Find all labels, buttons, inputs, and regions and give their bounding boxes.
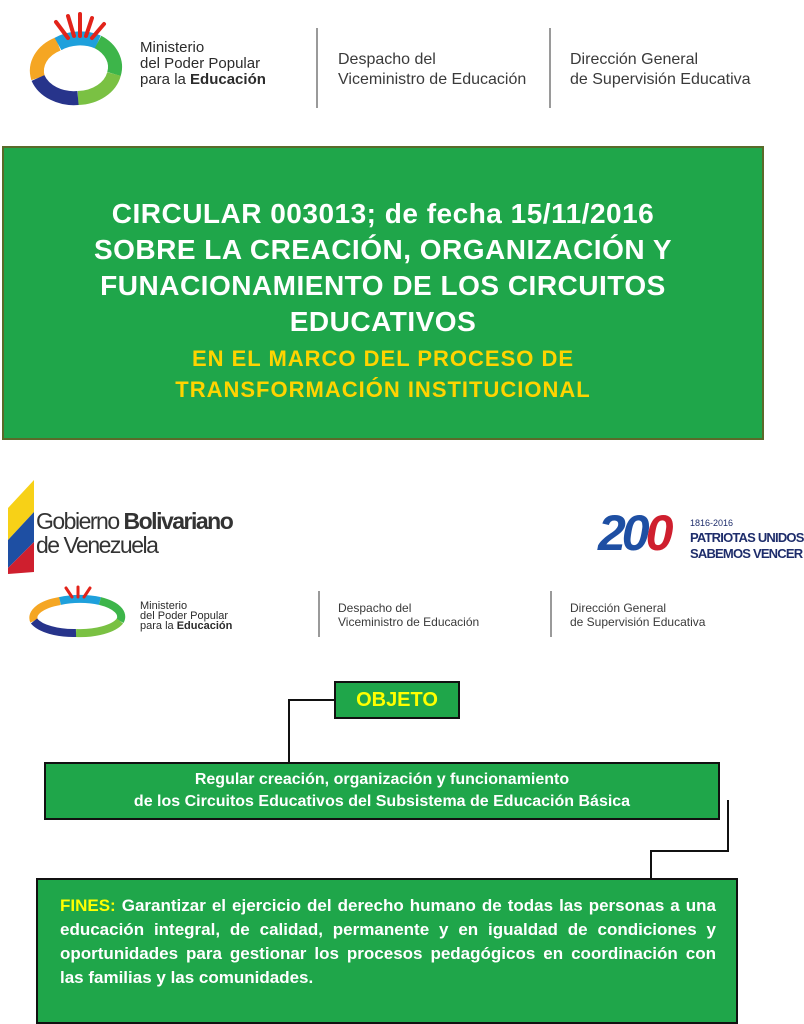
connector-line [650,850,652,878]
title-box [2,146,764,440]
objeto-line1: Regular creación, organización y funcionamiento [194,771,570,788]
patriotas-line2: SABEMOS VENCER [690,546,803,561]
office1 [338,50,526,90]
connector-line [727,800,729,852]
subtitle-line2: TRANSFORMACIÓN INSTITUCIONAL [175,377,591,402]
fines-box [36,878,738,1024]
patriotas-unidos-logo [596,490,804,574]
title-line1: CIRCULAR 003013; de fecha 15/11/2016 [111,198,655,229]
objeto-line2: de los Circuitos Educativos del Subsistema de Educación Básica [133,793,631,810]
office1-line2: Viceministro de Educación [338,71,527,88]
bicentenary-number [598,504,669,562]
number-20: 20 [598,505,646,561]
ministry-line3 [140,621,232,631]
ministry-line2: del Poder Popular [140,55,261,72]
office2 [570,601,705,629]
patriotas-line1: PATRIOTAS UNIDOS [690,530,804,545]
office2-line2: de Supervisión Educativa [570,615,706,629]
ministry-line3-bold: Educación [190,71,266,88]
venezuela-flag-icon [6,478,38,574]
ministry-line1: Ministerio [140,39,205,56]
office1-line1: Despacho del [338,51,436,68]
ministry-header [0,0,768,110]
ministry-line3-prefix: para la [140,71,191,88]
gobierno-bolivariano-logo [6,478,233,574]
ministry-line3-prefix: para la [140,620,177,632]
gobierno-line1 [36,508,232,535]
ministry-name [140,40,266,88]
subtitle-line1: EN EL MARCO DEL PROCESO DE [191,346,575,371]
ministry-header-secondary [0,585,768,643]
number-0: 0 [645,505,670,561]
office1-line1: Despacho del [338,601,412,615]
ministry-name [140,601,232,631]
circular-title [4,196,762,340]
objeto-description-box [44,762,720,820]
bolivariano-word: Bolivariano [123,508,233,534]
ministry-line1: Ministerio [140,600,188,612]
office2-line1: Dirección General [570,51,699,68]
ministry-logo-icon [18,14,134,110]
connector-line [650,850,729,852]
office2 [570,50,751,90]
fines-label: FINES: [60,896,116,915]
title-line2: SOBRE LA CREACIÓN, ORGANIZACIÓN Y [93,234,673,265]
header-divider [549,28,551,108]
ministry-line3-bold: Educación [176,620,233,632]
office1 [338,601,479,629]
circular-subtitle [4,343,762,405]
office2-line1: Dirección General [570,601,667,615]
office2-line2: de Supervisión Educativa [570,71,751,88]
objeto-box: OBJETO [334,681,460,719]
ministry-line2: del Poder Popular [140,610,229,622]
ministry-line3 [140,72,266,88]
gobierno-line2: de Venezuela [36,532,158,558]
title-line4: EDUCATIVOS [289,306,477,337]
office1-line2: Viceministro de Educación [338,615,480,629]
connector-line [288,699,290,762]
header-divider [316,28,318,108]
title-line3: FUNACIONAMIENTO DE LOS CIRCUITOS [100,270,666,301]
header-divider [550,591,552,637]
gobierno-word: Gobierno [36,508,124,534]
header-divider [318,591,320,637]
fines-text: Garantizar el ejercicio del derecho humano de todas las personas a una educación integral, de calidad, permanente y en igualdad de condiciones y oportunidades para gestionar los procesos pedagógicos en coordinación con las familias y las comunidades. [60,896,716,987]
connector-line [288,699,334,701]
patriotas-years: 1816-2016 [690,518,734,528]
ministry-logo-icon [20,587,132,639]
